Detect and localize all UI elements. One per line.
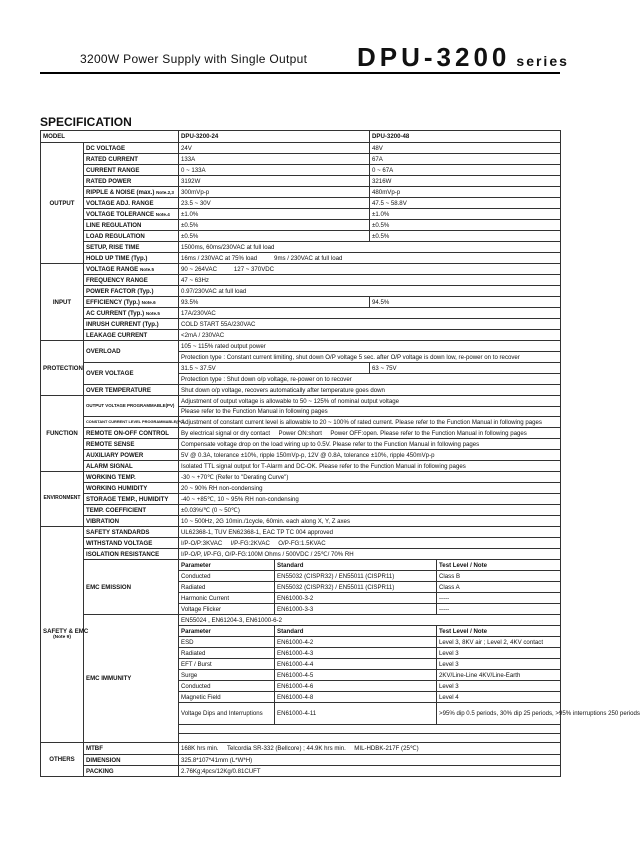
vibration-value: 10 ~ 500Hz, 2G 10min./1cycle, 60min. each along X, Y, Z axes (179, 516, 561, 527)
packing-value: 2.76Kg;4pcs/12Kg/0.81CUFT (179, 766, 561, 777)
current-range-label: CURRENT RANGE (84, 165, 179, 176)
isolation-label: ISOLATION RESISTANCE (84, 549, 179, 560)
freq-label: FREQUENCY RANGE (84, 275, 179, 286)
sense-label: REMOTE SENSE (84, 439, 179, 450)
line-reg-24: ±0.5% (179, 220, 370, 231)
model-name: DPU-3200 (357, 42, 511, 72)
immunity-level: Level 3 (437, 681, 561, 692)
voltage-range-label (84, 264, 179, 275)
model-label: MODEL (41, 131, 179, 143)
load-reg-24: ±0.5% (179, 231, 370, 242)
remote-label: REMOTE ON-OFF CONTROL (84, 428, 179, 439)
immunity-std: EN61000-4-4 (275, 659, 437, 670)
dc-voltage-label: DC VOLTAGE (84, 143, 179, 154)
mtbf-label: MTBF (84, 743, 179, 755)
rated-current-24: 133A (179, 154, 370, 165)
cat-output: OUTPUT (41, 143, 84, 264)
model-48: DPU-3200-48 (370, 131, 561, 143)
immunity-param: ESD (179, 637, 275, 648)
emission-header-std: Standard (275, 560, 437, 571)
coef-value: ±0.03%/℃ (0 ~ 50℃) (179, 505, 561, 516)
emc-emission-label: EMC EMISSION (84, 560, 179, 615)
efficiency-label-text: EFFICIENCY (Typ.) (86, 298, 140, 306)
immunity-level: >95% dip 0.5 periods, 30% dip 25 periods, >95% interruptions 250 periods (437, 703, 561, 725)
emission-level: ----- (437, 604, 561, 615)
overtemp-label: OVER TEMPERATURE (84, 385, 179, 396)
immunity-std: EN61000-4-2 (275, 637, 437, 648)
inrush-value: COLD START 55A/230VAC (179, 319, 561, 330)
emission-std: EN61000-3-2 (275, 593, 437, 604)
immunity-level: Level 3 (437, 648, 561, 659)
cat-protection: PROTECTION (41, 341, 84, 396)
holdup-value: 16ms / 230VAC at 75% load 9ms / 230VAC at full load (179, 253, 561, 264)
immunity-standard-line: EN55024 , EN61204-3, EN61000-6-2 (179, 615, 561, 626)
voltage-range-label-text: VOLTAGE RANGE (86, 265, 139, 273)
section-title: SPECIFICATION (40, 115, 132, 129)
spec-table (40, 130, 640, 777)
cat-input: INPUT (41, 264, 84, 341)
emc-immunity-label: EMC IMMUNITY (84, 615, 179, 743)
header-model (357, 42, 569, 73)
ccl-value: Adjustment of constant current level is allowable to 20 ~ 100% of rated current. Please refer to the Function Manual in following pages (179, 417, 561, 428)
tolerance-note: Note.4 (155, 211, 170, 217)
cat-safety-label: SAFETY & EMC (43, 628, 89, 636)
alarm-label: ALARM SIGNAL (84, 461, 179, 472)
immunity-level: Level 3, 8KV air ; Level 2, 4KV contact (437, 637, 561, 648)
withstand-label: WITHSTAND VOLTAGE (84, 538, 179, 549)
emission-header-level: Test Level / Note (437, 560, 561, 571)
immunity-param: Surge (179, 670, 275, 681)
efficiency-24: 93.5% (179, 297, 370, 308)
header-subtitle: 3200W Power Supply with Single Output (80, 52, 308, 66)
emission-param: Voltage Flicker (179, 604, 275, 615)
ripple-label-text: RIPPLE & NOISE (max.) (86, 188, 155, 196)
ac-current-note: Note.5 (145, 310, 160, 316)
immunity-header-param: Parameter (179, 626, 275, 637)
adj-range-label: VOLTAGE ADJ. RANGE (84, 198, 179, 209)
overvoltage-24: 31.5 ~ 37.5V (179, 363, 370, 374)
emission-level: ----- (437, 593, 561, 604)
load-reg-48: ±0.5% (370, 231, 561, 242)
efficiency-note: Note.6 (141, 299, 156, 305)
current-range-24: 0 ~ 133A (179, 165, 370, 176)
rated-power-48: 3216W (370, 176, 561, 187)
immunity-param: Conducted (179, 681, 275, 692)
dimension-value: 325.8*107*41mm (L*W*H) (179, 755, 561, 766)
safety-std-label: SAFETY STANDARDS (84, 527, 179, 538)
tolerance-24: ±1.0% (179, 209, 370, 220)
leakage-label: LEAKAGE CURRENT (84, 330, 179, 341)
cat-environment: ENVIRONMENT (41, 472, 84, 527)
overvoltage-48: 63 ~ 75V (370, 363, 561, 374)
ripple-label (84, 187, 179, 198)
immunity-std: EN61000-4-8 (275, 692, 437, 703)
line-reg-48: ±0.5% (370, 220, 561, 231)
setup-label: SETUP, RISE TIME (84, 242, 179, 253)
immunity-param: Voltage Dips and Interruptions (179, 703, 275, 725)
model-24: DPU-3200-24 (179, 131, 370, 143)
overload-line2: Protection type : Constant current limiting, shut down O/P voltage 5 sec. after O/P voltage is down low, re-power on to recover (179, 352, 561, 363)
isolation-value: I/P-O/P, I/P-FG, O/P-FG:100M Ohms / 500VDC / 25℃/ 70% RH (179, 549, 561, 560)
tolerance-label (84, 209, 179, 220)
voltage-range-value: 90 ~ 264VAC 127 ~ 370VDC (179, 264, 561, 275)
cat-safety (41, 527, 89, 743)
setup-value: 1500ms, 60ms/230VAC at full load (179, 242, 561, 253)
emission-param: Conducted (179, 571, 275, 582)
immunity-level: Level 4 (437, 692, 561, 703)
current-range-48: 0 ~ 67A (370, 165, 561, 176)
pf-value: 0.97/230VAC at full load (179, 286, 561, 297)
humidity-value: 20 ~ 90% RH non-condensing (179, 483, 561, 494)
immunity-std: EN61000-4-6 (275, 681, 437, 692)
remote-value: By electrical signal or dry contact Power ON:short Power OFF:open. Please refer to the Function Manual in following pages (179, 428, 561, 439)
immunity-std: EN61000-4-5 (275, 670, 437, 681)
cat-safety-note: (Note 9) (53, 635, 71, 641)
immunity-level: Level 3 (437, 659, 561, 670)
immunity-std: EN61000-4-11 (275, 703, 437, 725)
overvoltage-label: OVER VOLTAGE (84, 363, 179, 385)
sense-value: Compensate voltage drop on the load wiring up to 0.5V. Please refer to the Function Manual in following pages (179, 439, 561, 450)
mtbf-value: 168K hrs min. Telcordia SR-332 (Bellcore) ; 44.9K hrs min. MIL-HDBK-217F (25℃) (179, 743, 561, 755)
inrush-label: INRUSH CURRENT (Typ.) (84, 319, 179, 330)
emission-level: Class A (437, 582, 561, 593)
overload-line1: 105 ~ 115% rated output power (179, 341, 561, 352)
header-rule (40, 72, 560, 74)
emission-param: Harmonic Current (179, 593, 275, 604)
ccl-label: CONSTANT CURRENT LEVEL PROGRAMMABLE(PC) (84, 417, 179, 428)
dc-voltage-48: 48V (370, 143, 561, 154)
rated-current-48: 67A (370, 154, 561, 165)
load-reg-label: LOAD REGULATION (84, 231, 179, 242)
emission-param: Radiated (179, 582, 275, 593)
tolerance-48: ±1.0% (370, 209, 561, 220)
ripple-note: Note.2,3 (156, 189, 174, 195)
rated-power-24: 3192W (179, 176, 370, 187)
ac-current-label-text: AC CURRENT (Typ.) (86, 309, 145, 317)
freq-value: 47 ~ 63Hz (179, 275, 561, 286)
alarm-value: Isolated TTL signal output for T-Alarm and DC-OK. Please refer to the Function Manual in following pages (179, 461, 561, 472)
ac-current-value: 17A/230VAC (179, 308, 561, 319)
line-reg-label: LINE REGULATION (84, 220, 179, 231)
overvoltage-line2: Protection type : Shut down o/p voltage, re-power on to recover (179, 374, 561, 385)
packing-label: PACKING (84, 766, 179, 777)
emission-header-param: Parameter (179, 560, 275, 571)
model-row (41, 131, 561, 143)
efficiency-label (84, 297, 179, 308)
immunity-level: 2KV/Line-Line 4KV/Line-Earth (437, 670, 561, 681)
aux-label: AUXILIARY POWER (84, 450, 179, 461)
overtemp-value: Shut down o/p voltage, recovers automatically after temperature goes down (179, 385, 561, 396)
leakage-value: <2mA / 230VAC (179, 330, 561, 341)
emission-std: EN55032 (CISPR32) / EN55011 (CISPR11) (275, 582, 437, 593)
ovp-line1: Adjustment of output voltage is allowable to 50 ~ 125% of nominal output voltage (179, 396, 561, 407)
ovp-label: OUTPUT VOLTAGE PROGRAMMABLE(PV) (84, 396, 179, 417)
vibration-label: VIBRATION (84, 516, 179, 527)
ac-current-label (84, 308, 179, 319)
ovp-line2: Please refer to the Function Manual in following pages (179, 407, 561, 417)
aux-value: 5V @ 0.3A, tolerance ±10%, ripple 150mVp-p, 12V @ 0.8A, tolerance ±10%, ripple 450mVp-p (179, 450, 561, 461)
humidity-label: WORKING HUMIDITY (84, 483, 179, 494)
adj-range-48: 47.5 ~ 58.8V (370, 198, 561, 209)
safety-std-value: UL62368-1, TUV EN62368-1, EAC TP TC 004 approved (179, 527, 561, 538)
emission-level: Class B (437, 571, 561, 582)
pf-label: POWER FACTOR (Typ.) (84, 286, 179, 297)
ripple-48: 480mVp-p (370, 187, 561, 198)
efficiency-48: 94.5% (370, 297, 561, 308)
immunity-header-level: Test Level / Note (437, 626, 561, 637)
immunity-std: EN61000-4-3 (275, 648, 437, 659)
emission-std: EN61000-3-3 (275, 604, 437, 615)
dimension-label: DIMENSION (84, 755, 179, 766)
immunity-spacer (179, 725, 561, 734)
work-temp-value: -30 ~ +70℃ (Refer to "Derating Curve") (179, 472, 561, 483)
immunity-param: Magnetic Field (179, 692, 275, 703)
rated-power-label: RATED POWER (84, 176, 179, 187)
immunity-param: Radiated (179, 648, 275, 659)
holdup-label: HOLD UP TIME (Typ.) (84, 253, 179, 264)
tolerance-label-text: VOLTAGE TOLERANCE (86, 210, 155, 218)
ripple-24: 300mVp-p (179, 187, 370, 198)
coef-label: TEMP. COEFFICIENT (84, 505, 179, 516)
rated-current-label: RATED CURRENT (84, 154, 179, 165)
withstand-value: I/P-O/P:3KVAC I/P-FG:2KVAC O/P-FG:1.5KVAC (179, 538, 561, 549)
adj-range-24: 23.5 ~ 30V (179, 198, 370, 209)
cat-function: FUNCTION (41, 396, 84, 472)
immunity-param: EFT / Burst (179, 659, 275, 670)
dc-voltage-24: 24V (179, 143, 370, 154)
work-temp-label: WORKING TEMP. (84, 472, 179, 483)
series-label: series (516, 53, 569, 69)
overload-label: OVERLOAD (84, 341, 179, 363)
cat-others: OTHERS (41, 743, 84, 777)
emission-std: EN55032 (CISPR32) / EN55011 (CISPR11) (275, 571, 437, 582)
immunity-header-std: Standard (275, 626, 437, 637)
voltage-range-note: Note.5 (139, 266, 154, 272)
immunity-spacer (179, 734, 561, 743)
storage-value: -40 ~ +85℃, 10 ~ 95% RH non-condensing (179, 494, 561, 505)
storage-label: STORAGE TEMP., HUMIDITY (84, 494, 179, 505)
